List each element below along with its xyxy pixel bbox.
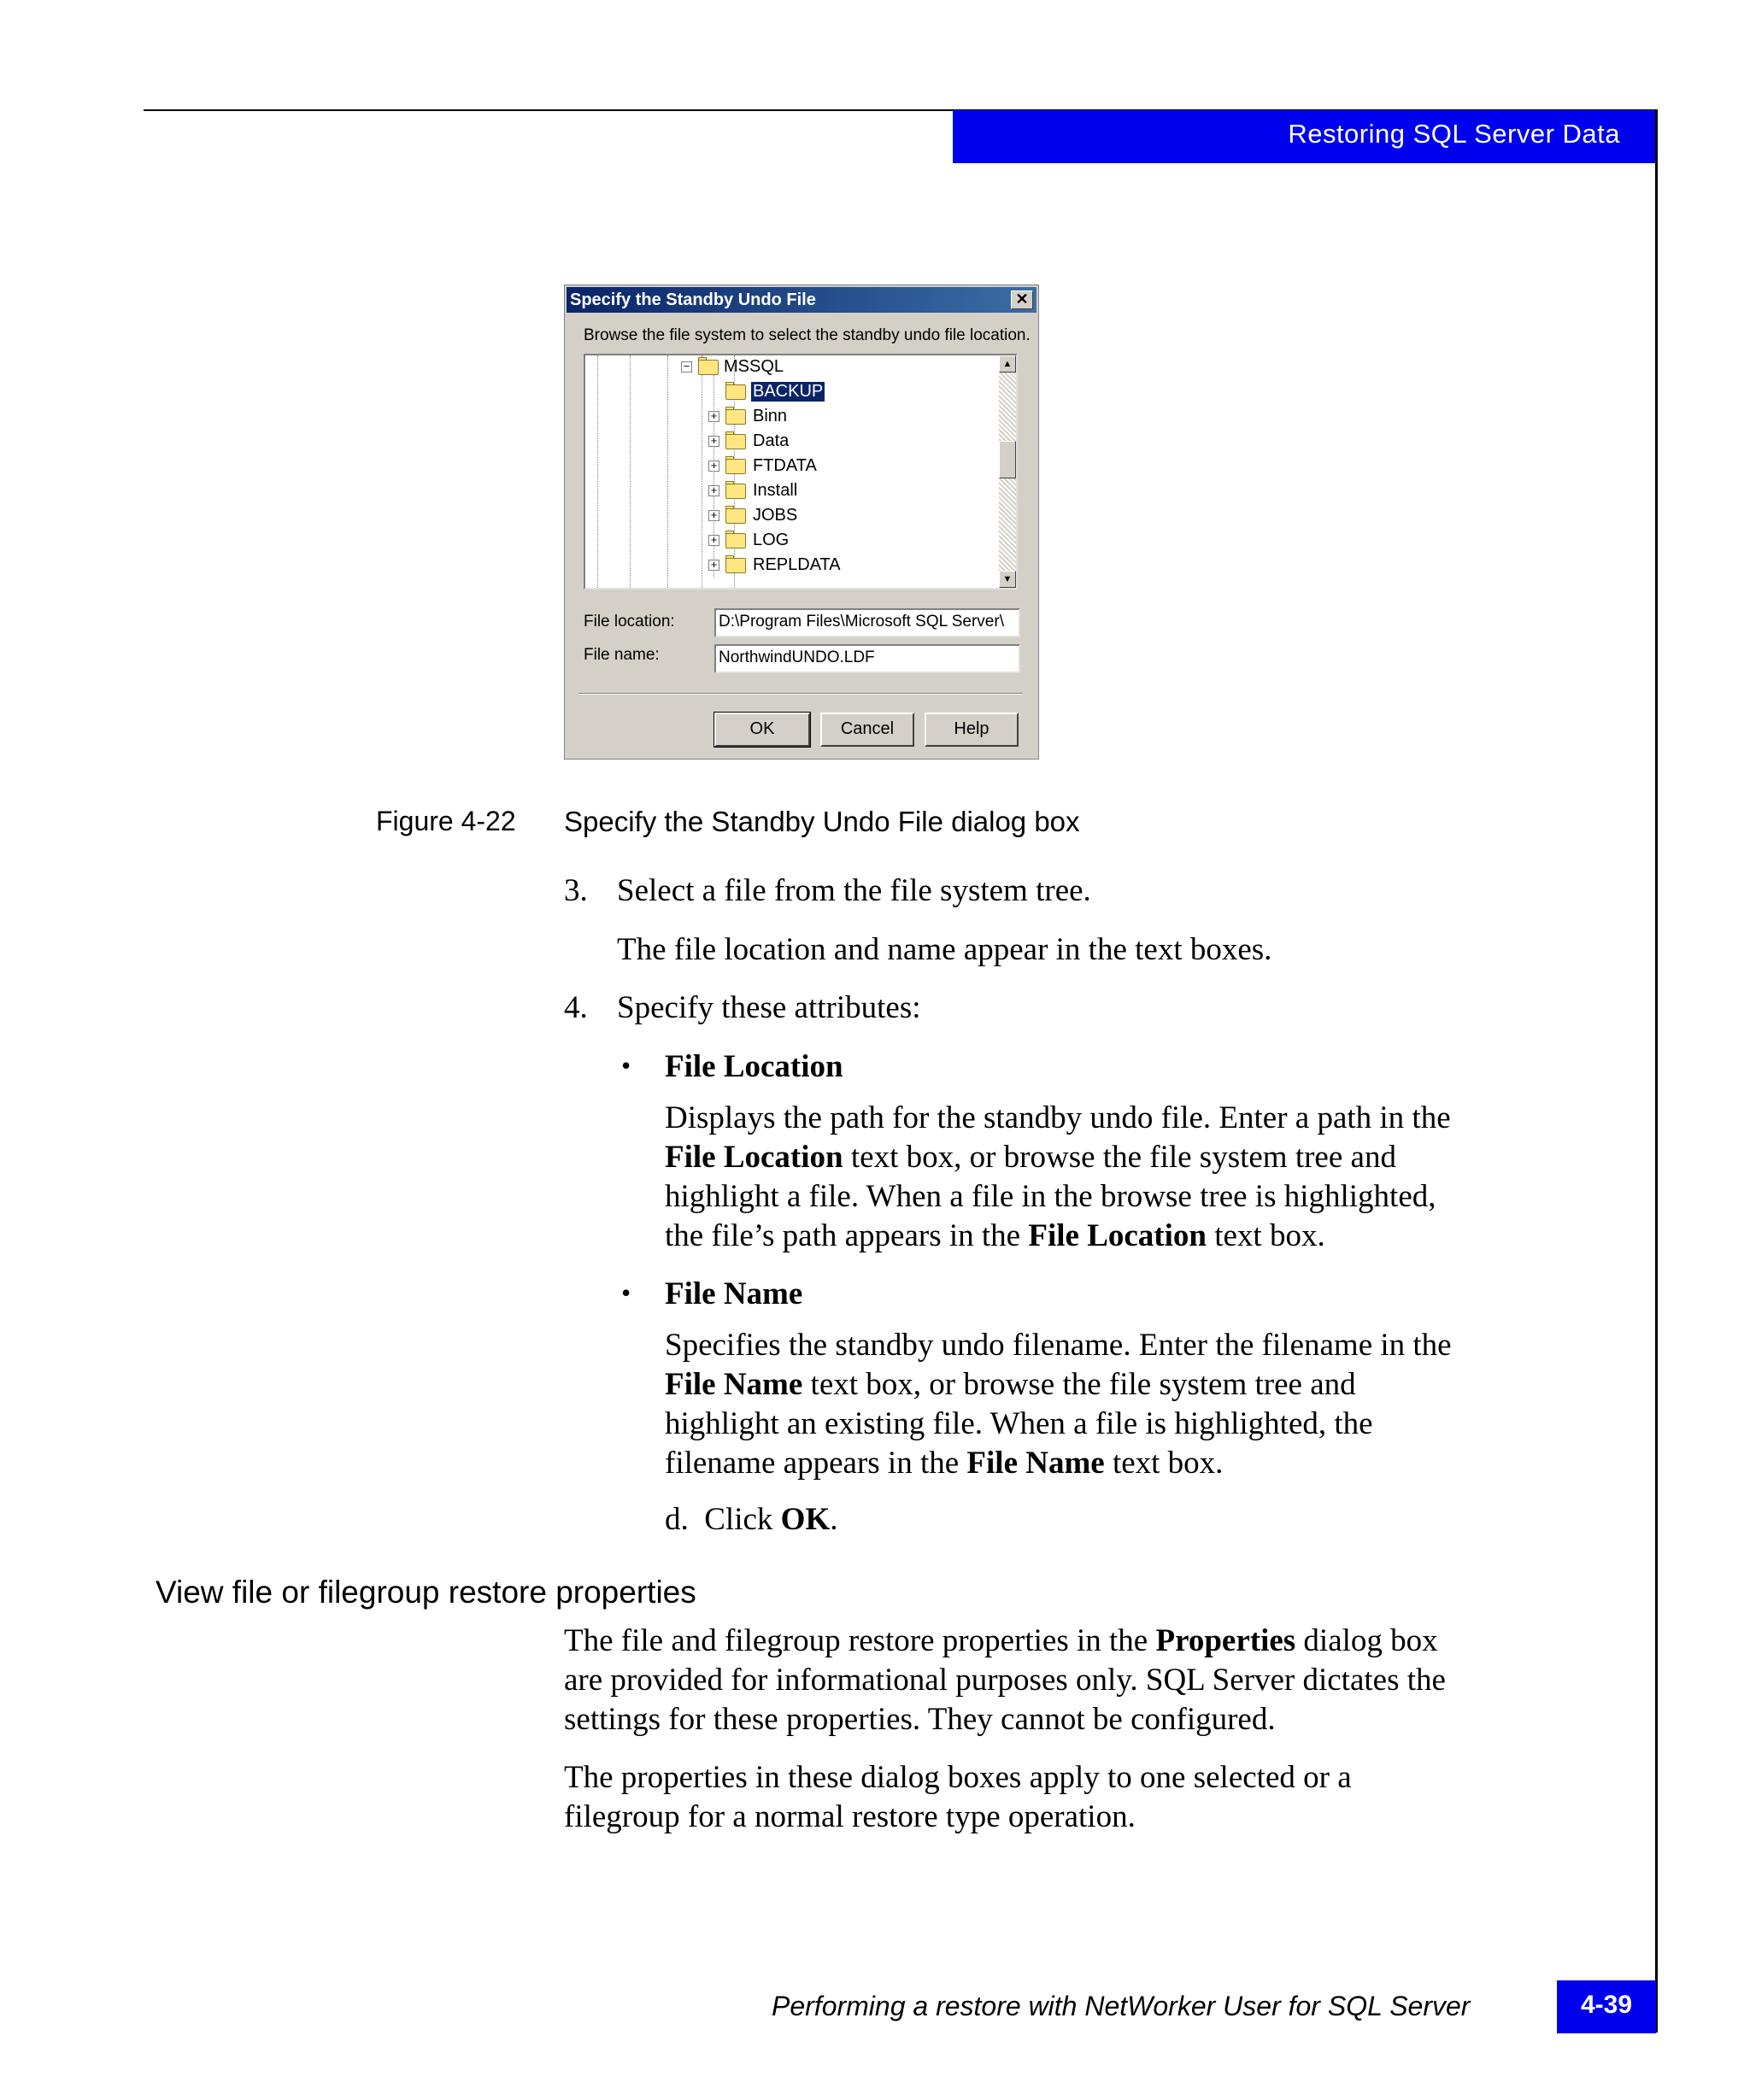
tree-item-label: FTDATA [753,456,817,475]
file-location-input[interactable]: D:\Program Files\Microsoft SQL Server\ [714,608,1020,637]
para-line: filegroup for a normal restore type operation. [564,1799,1136,1834]
tree-item-jobs[interactable] [585,504,995,529]
tree-item-label: JOBS [753,506,798,525]
term-ref: File Location [1028,1218,1207,1253]
section-paragraph-2 [564,1758,1352,1837]
tree-item-mssql[interactable] [585,355,995,380]
desc-text: text box, or browse the file system tree and [843,1140,1396,1175]
expand-icon[interactable]: + [708,436,719,447]
help-button[interactable]: Help [925,713,1019,747]
dialog-separator [578,693,1023,695]
desc-line [665,1217,1451,1256]
bullet-icon: • [621,1277,631,1308]
tree-item-label: Install [753,481,798,500]
desc-line: highlight an existing file. When a file is highlighted, the [665,1406,1373,1441]
tree-item-label: Data [753,431,790,450]
collapse-icon[interactable]: − [681,361,692,372]
para-line: settings for these properties. They cannot be configured. [564,1702,1276,1737]
folder-icon [725,533,746,548]
step-d-number: d. [665,1502,689,1537]
tree-item-label: REPLDATA [753,555,841,574]
tree-item-label: Binn [753,407,788,425]
step-4-text: Specify these attributes: [617,990,921,1025]
file-name-input[interactable]: NorthwindUNDO.LDF [714,644,1020,673]
file-location-label: File location: [584,613,675,631]
running-footer: Performing a restore with NetWorker User for SQL Server [772,1991,1471,2021]
para-line: are provided for informational purposes only. SQL Server dictates the [564,1663,1446,1698]
para-text: The file and filegroup restore properties in the [564,1623,1156,1658]
term-ref: File Name [966,1446,1105,1481]
para-line: The properties in these dialog boxes apply to one selected or a [564,1760,1352,1795]
page-number: 4-39 [1557,1980,1656,2033]
desc-line [665,1138,1451,1177]
desc-line: Displays the path for the standby undo file. Enter a path in the [665,1100,1451,1135]
folder-icon [725,484,746,499]
desc-text: text box, or browse the file system tree and [802,1367,1356,1402]
desc-text: text box. [1104,1446,1224,1481]
step-3-number: 3. [564,873,588,908]
file-location-description [665,1099,1451,1256]
scroll-thumb[interactable] [999,441,1016,478]
file-system-tree[interactable] [584,354,1018,590]
desc-text: filename appears in the [665,1446,967,1481]
dialog-titlebar [567,287,1036,313]
desc-line [665,1365,1452,1405]
figure-number: Figure 4-22 [376,806,516,836]
para-text: dialog box [1295,1623,1438,1658]
tree-item-ftdata[interactable] [585,455,995,479]
step-d [665,1500,837,1540]
folder-icon [725,409,746,425]
section-paragraph-1 [564,1622,1446,1739]
standby-undo-file-dialog [564,284,1039,760]
tree-item-label-selected: BACKUP [753,382,824,401]
expand-icon[interactable]: + [708,535,719,546]
browse-instruction: Browse the file system to select the standby undo file location. [584,326,1031,344]
tree-item-install[interactable] [585,479,995,504]
expand-icon[interactable]: + [708,560,719,571]
tree-item-label: MSSQL [724,357,784,376]
cancel-button[interactable]: Cancel [820,713,914,747]
tree-item-log[interactable] [585,529,995,554]
term-ref: File Name [665,1367,803,1402]
dialog-title: Specify the Standby Undo File [570,290,816,309]
folder-icon [725,508,746,524]
desc-line [665,1444,1452,1483]
scroll-up-icon[interactable]: ▲ [999,355,1016,372]
step-3-text: Select a file from the file system tree. [617,873,1091,908]
tree-item-repldata[interactable] [585,554,995,578]
desc-text: the file’s path appears in the [665,1218,1029,1253]
step-d-period: . [830,1502,838,1537]
expand-icon[interactable]: + [708,411,719,422]
folder-icon [725,434,746,449]
tree-scrollbar[interactable] [999,355,1016,588]
close-icon[interactable]: ✕ [1011,290,1033,309]
file-name-label: File name: [584,646,660,664]
running-header: Restoring SQL Server Data [1288,119,1620,149]
properties-term: Properties [1155,1623,1296,1658]
step-d-text: Click [704,1502,781,1537]
ok-button[interactable]: OK [714,713,810,747]
scroll-down-icon[interactable]: ▼ [999,571,1016,588]
file-name-description [665,1326,1452,1483]
tree-item-label: LOG [753,531,790,549]
folder-icon [698,360,719,375]
tree-item-data[interactable] [585,430,995,455]
file-name-term: File Name [665,1276,803,1311]
bullet-icon: • [621,1050,631,1081]
term-ref: File Location [665,1140,843,1175]
expand-icon[interactable]: + [708,485,719,496]
right-margin-rule [1655,110,1658,2033]
step-4-number: 4. [564,990,588,1025]
step-3-note: The file location and name appear in the text boxes. [617,932,1272,967]
folder-icon [725,558,746,573]
figure-caption: Specify the Standby Undo File dialog box [564,806,1080,837]
desc-text: text box. [1206,1218,1325,1253]
para-line [564,1622,1446,1661]
section-heading: View file or filegroup restore properties [156,1575,696,1610]
desc-line: highlight a file. When a file in the browse tree is highlighted, [665,1179,1436,1214]
open-folder-icon [725,384,746,400]
tree-item-backup[interactable] [585,380,995,405]
folder-icon [725,459,746,474]
expand-icon[interactable]: + [708,460,719,472]
expand-icon[interactable]: + [708,510,719,521]
ok-term: OK [780,1502,831,1537]
file-location-term: File Location [665,1049,843,1084]
desc-line: Specifies the standby undo filename. Enter the filename in the [665,1328,1452,1363]
tree-item-binn[interactable] [585,405,995,430]
